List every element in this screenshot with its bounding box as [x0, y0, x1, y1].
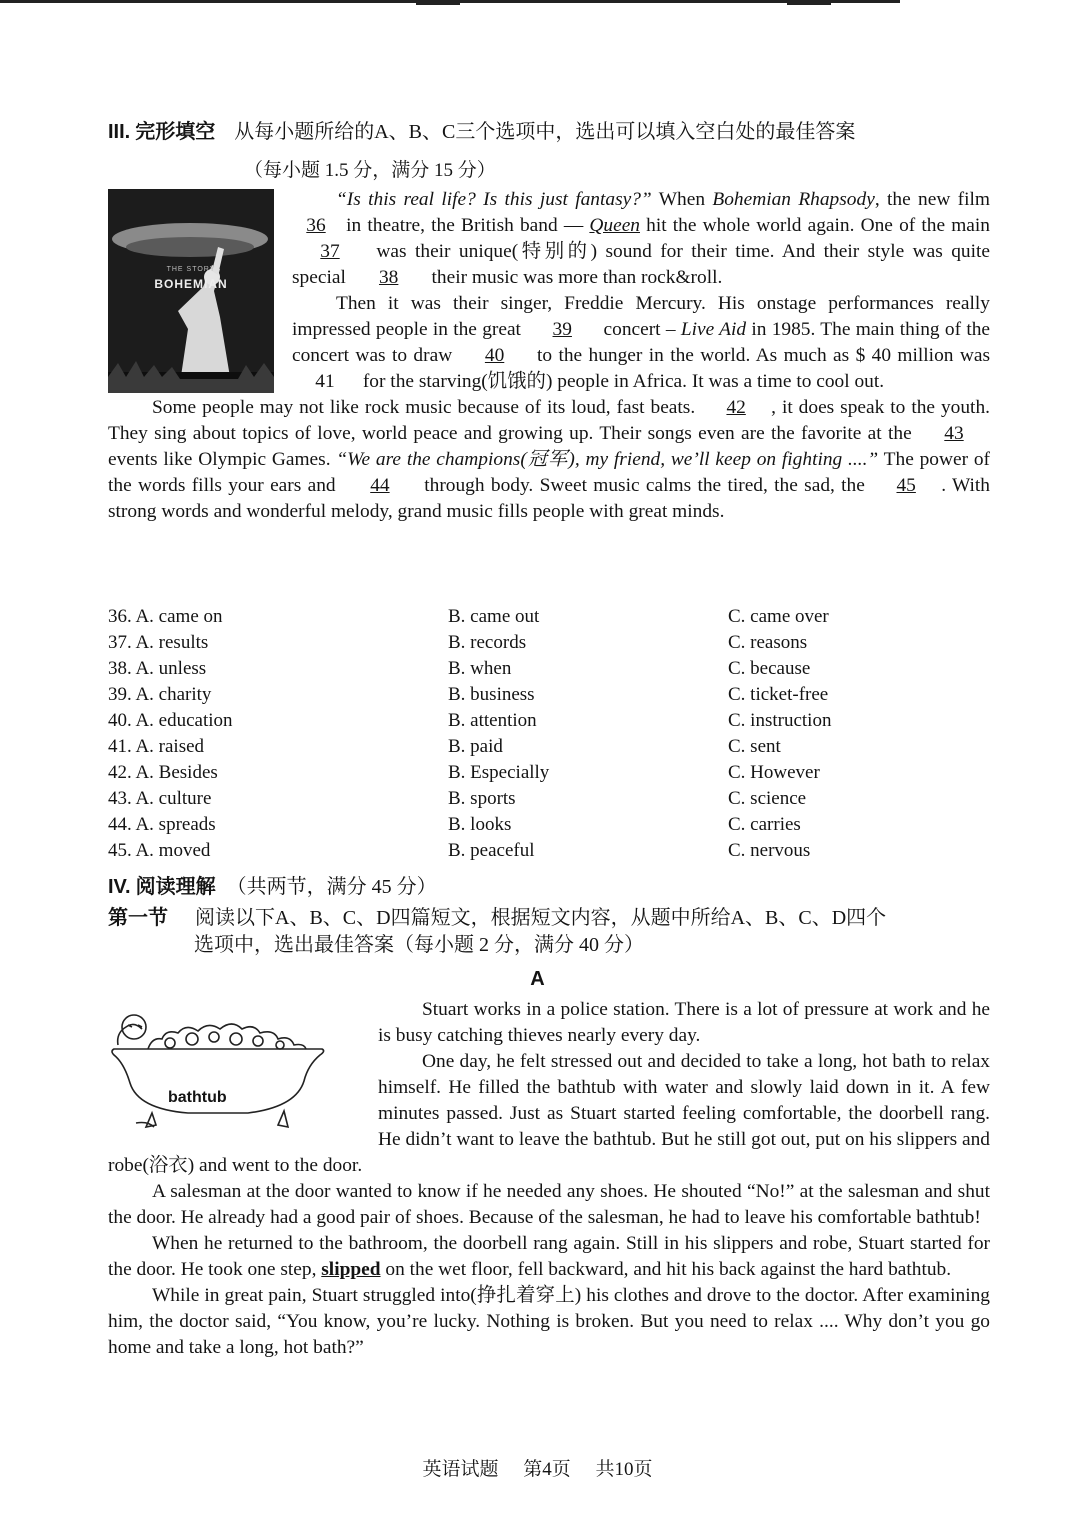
section4-title: 阅读理解 [135, 876, 216, 898]
passage-text: . With strong words and wonderful melody, grand music fills people with great minds. [108, 475, 990, 522]
option-a: A. unless [135, 658, 207, 679]
part1-label: 第一节 [108, 907, 168, 929]
blank-36: 36 [306, 215, 326, 236]
passage-text: through body. Sweet music calms the tired, the sad, the [417, 475, 872, 496]
concert-name: Live Aid [680, 319, 747, 340]
question-number: 43. [108, 788, 132, 809]
option-a: A. raised [135, 736, 205, 757]
bathtub-image [108, 1005, 330, 1135]
option-b: B. came out [448, 606, 540, 627]
passage-text: their music was more than rock&roll. [426, 267, 723, 288]
section3-instruction: 从每小题所给的A、B、C三个选项中，选出可以填入空白处的最佳答案 [234, 121, 856, 143]
passage-text: in 1985. The main thing of the concert was to draw [292, 319, 991, 366]
passage-letter: A [530, 968, 545, 990]
passage-text: Then it was their singer, Freddie Mercury. His onstage performances really impressed people in the great [292, 293, 990, 340]
passage-text: While in great pain, Stuart struggled into(挣扎着穿上) his clothes and drove to the doctor. After examining him, the doctor said, “You know, you’re lucky. Nothing is broken. But you need to relax .... Why don’t you go home and take a long, hot bath?” [108, 1285, 990, 1358]
passage-text: to the hunger in the world. As much as $ 40 million was [530, 345, 990, 366]
part1-heading [108, 905, 886, 931]
section4-heading [108, 874, 437, 900]
option-a: A. came on [135, 606, 223, 627]
section3-roman: III. [108, 121, 131, 143]
option-a: A. culture [135, 788, 212, 809]
blank-41: 41 [315, 371, 335, 392]
question-number: 38. [108, 658, 132, 679]
question-number: 39. [108, 684, 132, 705]
question-number: 42. [108, 762, 132, 783]
blank-43: 43 [944, 423, 964, 444]
passage-text: , it does speak to the youth. They sing about topics of love, world peace and growing up. Their songs even are the favorite at the [108, 397, 990, 444]
blank-44: 44 [370, 475, 390, 496]
option-c: C. However [728, 762, 820, 783]
option-a: A. charity [135, 684, 212, 705]
option-b: B. Especially [448, 762, 550, 783]
passage-text: The power of the words fills your ears and [108, 449, 991, 496]
option-b: B. attention [448, 710, 537, 731]
bathtub-image [108, 1005, 330, 1135]
blank-39: 39 [552, 319, 572, 340]
passage-text: When he returned to the bathroom, the doorbell rang again. Still in his slippers and robe, Stuart started for the door. He took one step, [108, 1233, 990, 1280]
passage-text: events like Olympic Games. [108, 449, 337, 470]
option-b: B. looks [448, 814, 512, 835]
section3-score-note: （每小题 1.5 分，满分 15 分） [244, 160, 496, 181]
footer-subject: 英语试题 [422, 1459, 499, 1480]
band-name: Queen [589, 215, 640, 236]
option-row [108, 630, 988, 656]
song-quote: “We are the champions(冠军), my friend, we’ll keep on fighting ....” [336, 449, 879, 470]
option-row [108, 604, 988, 630]
option-c: C. instruction [728, 710, 832, 731]
passage-text: for the starving(饥饿的) people in Africa. It was a time to cool out. [358, 371, 885, 392]
option-b: B. when [448, 658, 512, 679]
passage-text: Stuart works in a police station. There is a lot of pressure at work and he is busy catching thieves nearly every day. [378, 999, 990, 1046]
part1-instruction: 阅读以下A、B、C、D四篇短文，根据短文内容，从题中所给A、B、C、D四个 [195, 907, 887, 929]
passage-text: When [651, 189, 713, 210]
passage-text: in theatre, the British band — [340, 215, 590, 236]
option-a: A. Besides [135, 762, 218, 783]
page-footer [0, 1457, 1075, 1483]
option-c: C. carries [728, 814, 801, 835]
footer-total: 共10页 [595, 1459, 653, 1480]
option-row [108, 708, 988, 734]
option-row [108, 812, 988, 838]
part1-instruction-line2: 选项中，选出最佳答案（每小题 2 分，满分 40 分） [194, 934, 644, 956]
passage-text: “Is this real life? Is this just fantasy?” [336, 189, 652, 210]
option-c: C. reasons [728, 632, 808, 653]
option-b: B. records [448, 632, 527, 653]
option-c: C. came over [728, 606, 829, 627]
underlined-word-slipped: slipped [321, 1259, 381, 1280]
option-row [108, 838, 988, 864]
option-b: B. business [448, 684, 535, 705]
option-row [108, 656, 988, 682]
option-c: C. nervous [728, 840, 811, 861]
poster-title: BOHEMIAN [154, 277, 228, 291]
option-b: B. peaceful [448, 840, 535, 861]
cloze-passage [108, 187, 990, 525]
section4-note: （共两节，满分 45 分） [226, 876, 437, 898]
question-number: 45. [108, 840, 132, 861]
option-row [108, 734, 988, 760]
section4-roman: IV. [108, 876, 131, 898]
question-number: 36. [108, 606, 132, 627]
blank-37: 37 [320, 241, 340, 262]
passage-text: concert – [598, 319, 681, 340]
blank-38: 38 [378, 267, 399, 288]
option-a: A. spreads [135, 814, 216, 835]
poster-subtitle: THE STORY [166, 266, 216, 273]
footer-page: 第4页 [523, 1459, 571, 1480]
passage-text: , the new film [874, 189, 990, 210]
option-b: B. paid [448, 736, 503, 757]
option-c: C. science [728, 788, 807, 809]
question-number: 41. [108, 736, 132, 757]
passage-text: One day, he felt stressed out and decided to take a long, hot bath to relax himself. He filled the bathtub with water and slowly laid down in it. A few minutes passed. Just as Stuart started feeling comfortable, the doorbell rang. He didn’t want to leave the bathtub. But he still got out, put on his slippers and robe(浴衣) and went to the door. [108, 1051, 990, 1176]
reading-passage-a [108, 997, 990, 1361]
top-mark [787, 0, 831, 5]
passage-text: hit the whole world again. One of the main [640, 215, 991, 236]
blank-42: 42 [726, 397, 746, 418]
movie-poster-image [108, 187, 274, 393]
blank-40: 40 [484, 345, 505, 366]
options-list [108, 604, 988, 864]
question-number: 40. [108, 710, 132, 731]
option-row [108, 682, 988, 708]
option-c: C. ticket-free [728, 684, 829, 705]
bathtub-label: bathtub [168, 1089, 227, 1106]
option-a: A. moved [135, 840, 211, 861]
blank-45: 45 [896, 475, 916, 496]
film-title: Bohemian Rhapsody [712, 189, 875, 210]
passage-text: A salesman at the door wanted to know if he needed any shoes. He shouted “No!” at the salesman and shut the door. He already had a good pair of shoes. Because of the salesman, he had to leave his comfortable bathtub! [108, 1181, 990, 1228]
option-row [108, 760, 988, 786]
question-number: 37. [108, 632, 132, 653]
option-c: C. because [728, 658, 811, 679]
option-a: A. results [135, 632, 209, 653]
section3-heading [108, 119, 855, 145]
passage-text: on the wet floor, fell backward, and hit his back against the hard bathtub. [380, 1259, 952, 1280]
option-b: B. sports [448, 788, 516, 809]
question-number: 44. [108, 814, 132, 835]
option-a: A. education [135, 710, 233, 731]
passage-text: was their unique(特别的) sound for their time. And their style was quite special [292, 241, 990, 288]
top-mark [416, 0, 460, 5]
section3-title: 完形填空 [135, 121, 216, 143]
passage-text: Some people may not like rock music because of its loud, fast beats. [152, 397, 702, 418]
option-row [108, 786, 988, 812]
option-c: C. sent [728, 736, 781, 757]
